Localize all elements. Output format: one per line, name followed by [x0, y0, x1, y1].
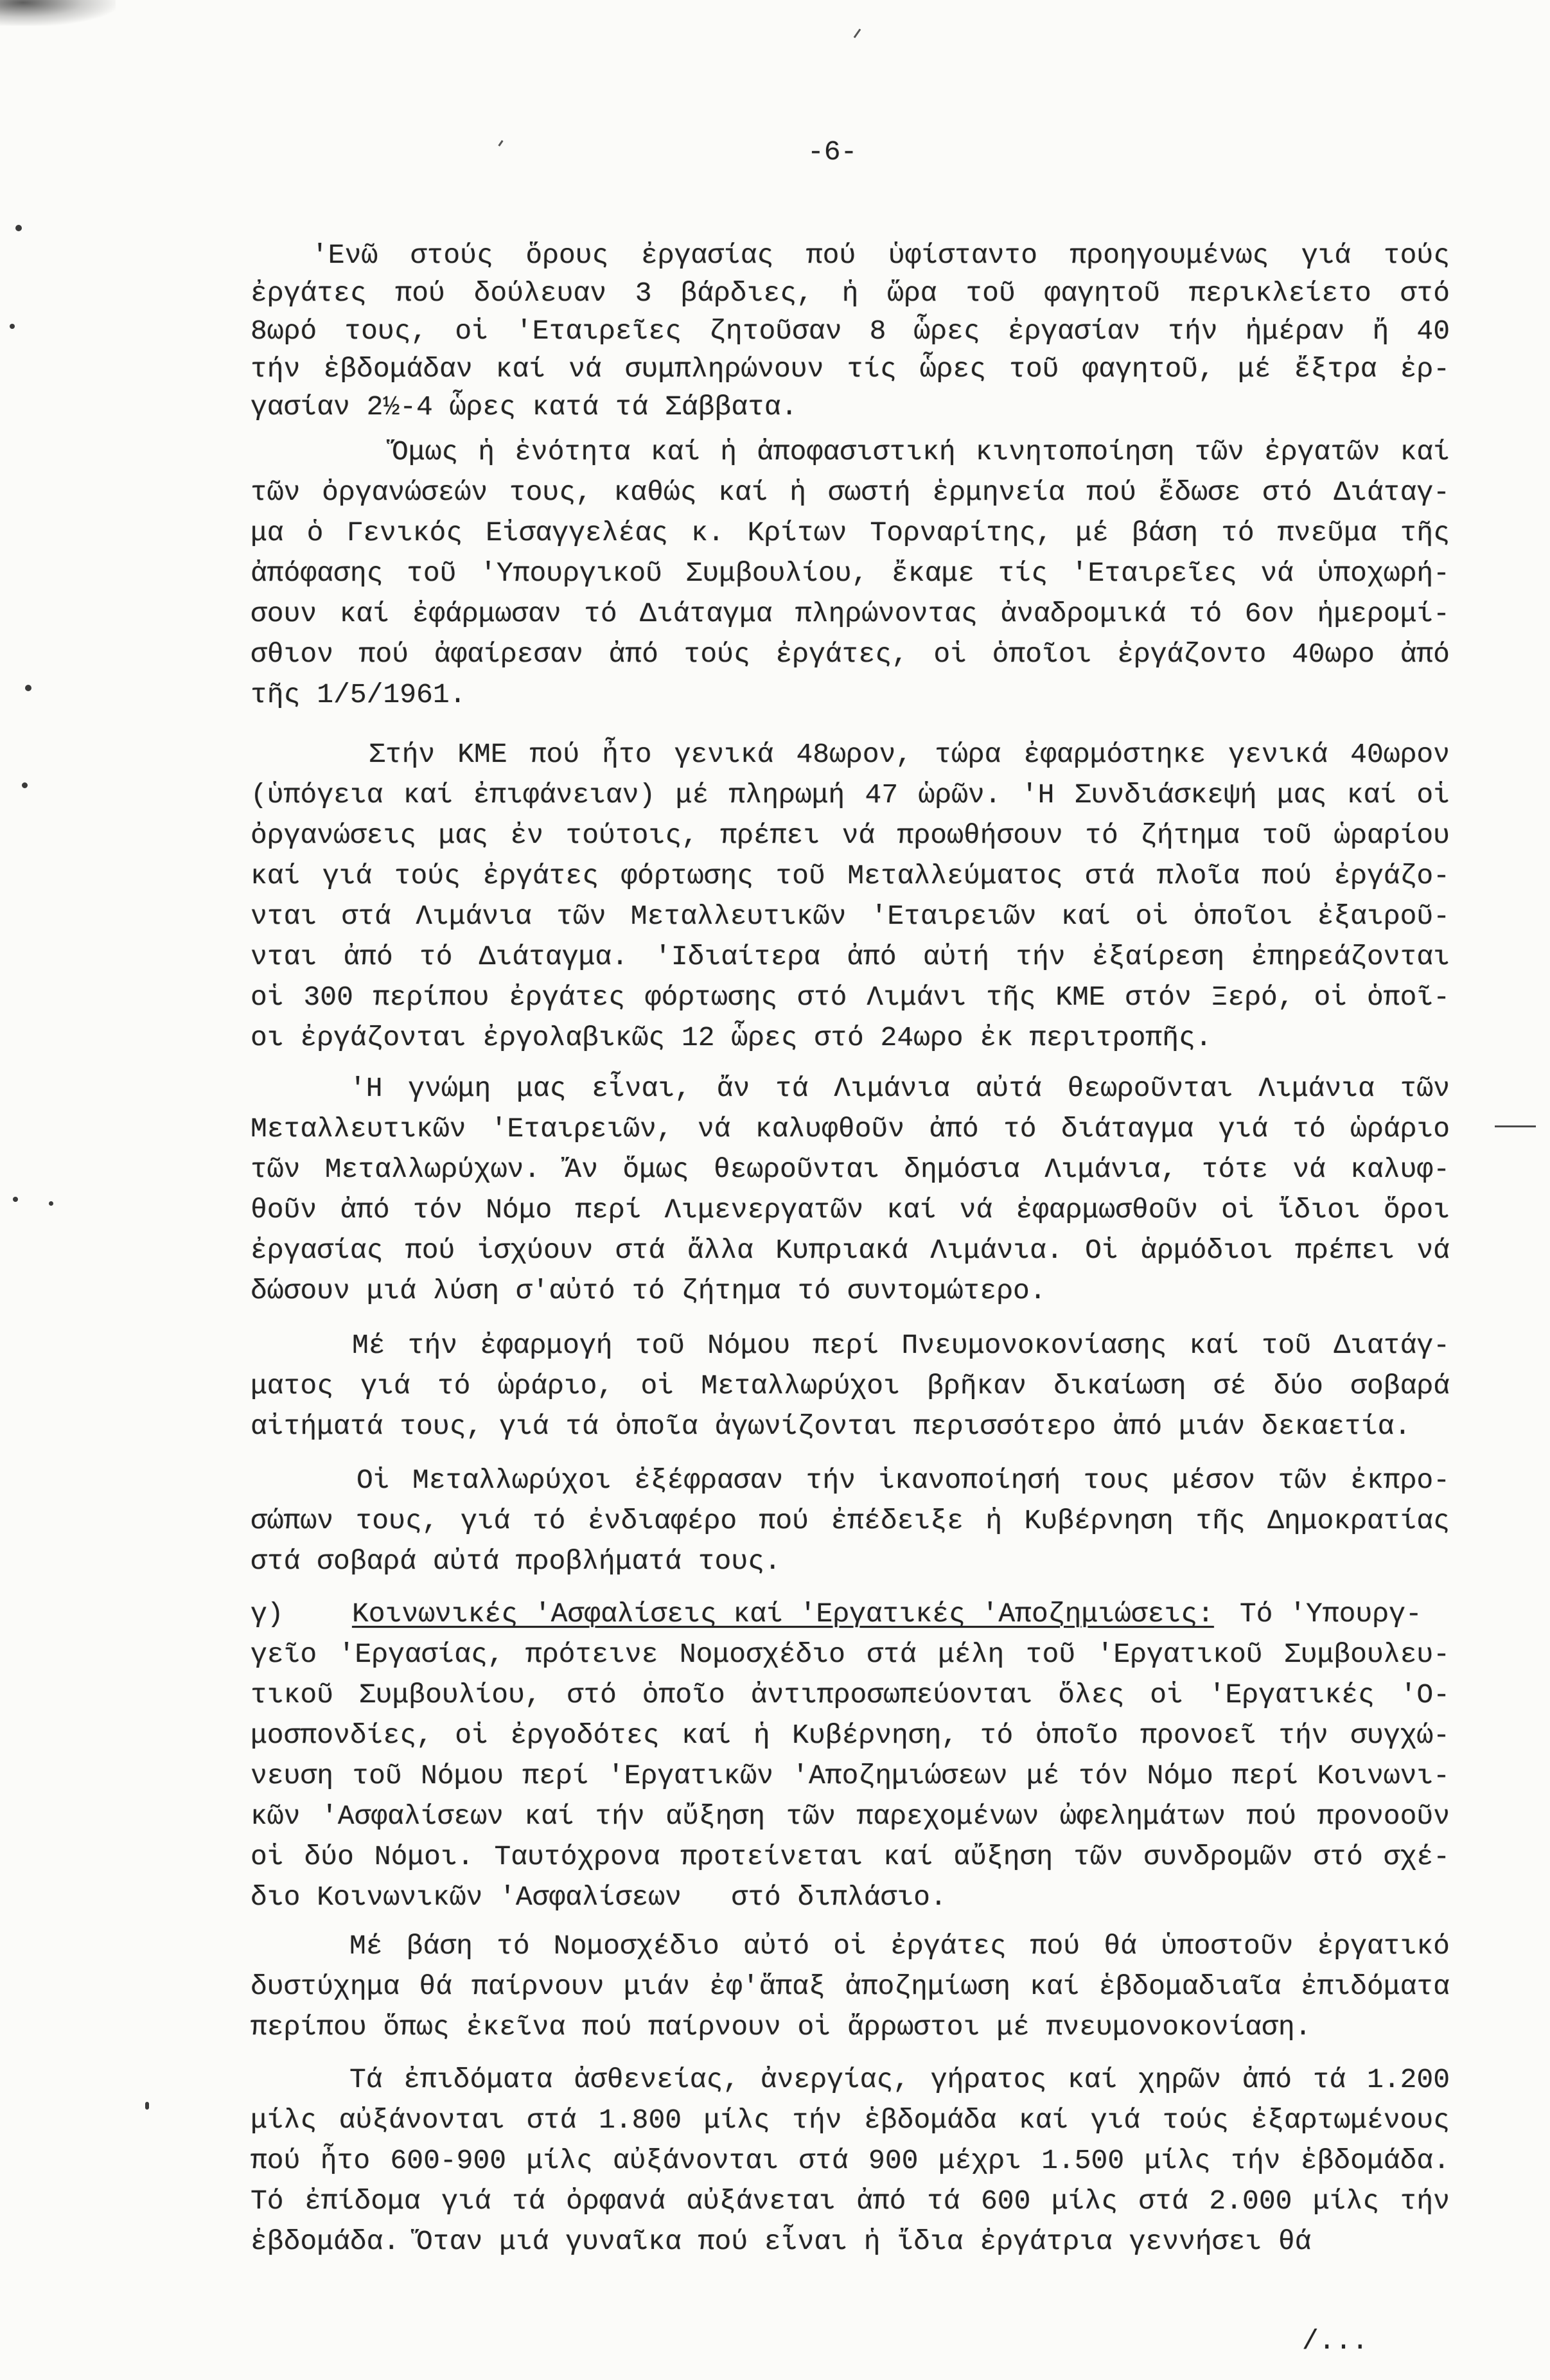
page-number: -6- [807, 136, 858, 168]
text-line: περίπου ὅπως ἐκεῖνα πού παίρνουν οἱ ἄρρωστοι μέ πνευμονοκονίαση. [251, 2011, 1312, 2043]
text-line: σώπων τους, γιά τό ἐνδιαφέρο πού ἐπέδειξε ἡ Κυβέρνηση τῆς Δημοκρατίας [251, 1505, 1450, 1537]
text-line: σουν καί ἐφάρμωσαν τό Διάταγμα πληρώνοντας ἀναδρομικά τό 6ον ἡμερομί- [251, 598, 1450, 630]
text-line: νευση τοῦ Νόμου περί 'Εργατικῶν 'Αποζημιώσεων μέ τόν Νόμο περί Κοινωνι- [251, 1760, 1450, 1792]
text-line: μα ὁ Γενικός Εἰσαγγελέας κ. Κρίτων Τορναρίτης, μέ βάση τό πνεῦμα τῆς [251, 517, 1450, 549]
text-line: Ὅμως ἡ ἑνότητα καί ἡ ἀποφασιστική κινητοποίηση τῶν ἐργατῶν καί [392, 436, 1450, 468]
section-heading: Κοινωνικές 'Ασφαλίσεις καί 'Εργατικές 'Αποζημιώσεις: [352, 1598, 1214, 1630]
text-line: τῆς 1/5/1961. [251, 679, 466, 710]
text-line: νται ἀπό τό Διάταγμα. 'Ιδιαίτερα ἀπό αὐτή τήν ἐξαίρεση ἐπηρεάζονται [251, 941, 1450, 973]
paragraph [251, 1460, 1450, 1582]
text-line: Τό ἐπίδομα γιά τά ὀρφανά αὐξάνεται ἀπό τά 600 μίλς στά 2.000 μίλς τήν [251, 2185, 1450, 2217]
paragraph [251, 236, 1450, 426]
text-line: κῶν 'Ασφαλίσεων καί τήν αὔξηση τῶν παρεχομένων ὠφελημάτων πού προνοοῦν [251, 1801, 1450, 1832]
scan-speck [22, 782, 28, 788]
paragraph [251, 1325, 1450, 1447]
text-line: ἐργάτες πού δούλευαν 3 βάρδιες, ἡ ὥρα τοῦ φαγητοῦ περικλείετο στό [251, 278, 1450, 309]
section-heading-line [251, 1594, 1450, 1634]
text-line: 8ωρό τους, οἱ 'Εταιρεῖες ζητοῦσαν 8 ὧρες ἐργασίαν τήν ἡμέραν ἤ 40 [251, 315, 1450, 347]
text-line: διο Κοινωνικῶν 'Ασφαλίσεων στό διπλάσιο. [251, 1882, 947, 1913]
scan-smudge [0, 0, 116, 26]
text-line: μοσπονδίες, οἱ ἐργοδότες καί ἡ Κυβέρνηση, τό ὁποῖο προνοεῖ τήν συγχώ- [251, 1720, 1450, 1751]
text-line: τῶν Μεταλλωρύχων. Ἄν ὅμως θεωροῦνται δημόσια Λιμάνια, τότε νά καλυφ- [251, 1154, 1450, 1185]
scan-speck [25, 685, 31, 691]
scan-speck [145, 2102, 149, 2110]
text-line: πού ἦτο 600-900 μίλς αὐξάνονται στά 900 μέχρι 1.500 μίλς τήν ἑβδομάδα. [251, 2145, 1450, 2176]
text-line: 'Η γνώμη μας εἶναι, ἄν τά Λιμάνια αὐτά θεωροῦνται Λιμάνια τῶν [349, 1073, 1450, 1104]
text-line: Μεταλλευτικῶν 'Εταιρειῶν, νά καλυφθοῦν ἀπό τό διάταγμα γιά τό ὡράριο [251, 1113, 1450, 1145]
text-line: ἑβδομάδα. Ὅταν μιά γυναῖκα πού εἶναι ἡ ἴδια ἐργάτρια γεννήσει θά [251, 2226, 1312, 2257]
text-line: καί γιά τούς ἐργάτες φόρτωσης τοῦ Μεταλλεύματος στά πλοῖα πού ἐργάζο- [251, 860, 1450, 892]
scan-speck [10, 324, 15, 329]
text-line: (ὑπόγεια καί ἐπιφάνειαν) μέ πληρωμή 47 ὡρῶν. 'Η Συνδιάσκεψή μας καί οἱ [251, 779, 1450, 811]
paragraph [251, 2059, 1450, 2262]
text-line: ματος γιά τό ὡράριο, οἱ Μεταλλωρύχοι βρῆκαν δικαίωση σέ δύο σοβαρά [251, 1370, 1450, 1402]
text-line: γασίαν 2½-4 ὧρες κατά τά Σάββατα. [251, 391, 798, 423]
text-line: Οἱ Μεταλλωρύχοι ἐξέφρασαν τήν ἱκανοποίησή τους μέσον τῶν ἐκπρο- [357, 1465, 1450, 1496]
scan-speck [15, 225, 22, 231]
text-line: ἐργασίας πού ἰσχύουν στά ἄλλα Κυπριακά Λιμάνια. Οἱ ἁρμόδιοι πρέπει νά [251, 1235, 1450, 1266]
section-c [251, 1594, 1450, 1917]
text-line: Μέ βάση τό Νομοσχέδιο αὐτό οἱ ἐργάτες πού θά ὑποστοῦν ἐργατικό [349, 1930, 1450, 1962]
text-line: μίλς αὐξάνονται στά 1.800 μίλς τήν ἑβδομάδα καί γιά τούς ἐξαρτωμένους [251, 2104, 1450, 2136]
continuation-mark: /... [1302, 2325, 1369, 2357]
scan-speck [49, 1201, 53, 1206]
text-line: θοῦν ἀπό τόν Νόμο περί Λιμενεργατῶν καί νά ἐφαρμωσθοῦν οἱ ἴδιοι ὅροι [251, 1194, 1450, 1226]
text-line: γεῖο 'Εργασίας, πρότεινε Νομοσχέδιο στά μέλη τοῦ 'Εργατικοῦ Συμβουλευ- [251, 1639, 1450, 1670]
text-line: δώσουν μιά λύση σ'αὐτό τό ζήτημα τό συντομώτερο. [251, 1275, 1046, 1307]
text-line: τήν ἑβδομάδαν καί νά συμπληρώνουν τίς ὧρες τοῦ φαγητοῦ, μέ ἔξτρα ἐρ- [251, 353, 1450, 385]
paragraph [251, 734, 1450, 1058]
text-line: τῶν ὀργανώσεών τους, καθώς καί ἡ σωστή ἑρμηνεία πού ἔδωσε στό Διάταγ- [251, 477, 1450, 508]
text-line: δυστύχημα θά παίρνουν μιάν ἐφ'ἅπαξ ἀποζημίωση καί ἑβδομαδιαῖα ἐπιδόματα [251, 1971, 1450, 2002]
scan-mark [854, 29, 861, 39]
text-line: τικοῦ Συμβουλίου, στό ὁποῖο ἀντιπροσωπεύονται ὅλες οἱ 'Εργατικές 'Ο- [251, 1679, 1450, 1711]
text-line: αἰτήματά τους, γιά τά ὁποῖα ἀγωνίζονται περισσότερο ἀπό μιάν δεκαετία. [251, 1411, 1411, 1442]
text-line: οι ἐργάζονται ἐργολαβικῶς 12 ὧρες στό 24ωρο ἐκ περιτροπῆς. [251, 1022, 1212, 1053]
text-line: Μέ τήν ἐφαρμογή τοῦ Νόμου περί Πνευμονοκονίασης καί τοῦ Διατάγ- [352, 1330, 1450, 1361]
text-line: Στήν ΚΜΕ πού ἦτο γενικά 48ωρον, τώρα ἐφαρμόστηκε γενικά 40ωρον [369, 739, 1450, 770]
text-line: οἱ δύο Νόμοι. Ταυτόχρονα προτείνεται καί αὔξηση τῶν συνδρομῶν στό σχέ- [251, 1841, 1450, 1873]
text-line: ὀργανώσεις μας ἐν τούτοις, πρέπει νά προωθήσουν τό ζήτημα τοῦ ὡραρίου [251, 820, 1450, 851]
text-line: στά σοβαρά αὐτά προβλήματά τους. [251, 1546, 781, 1577]
text-line: οἱ 300 περίπου ἐργάτες φόρτωσης στό Λιμάνι τῆς ΚΜΕ στόν Ξερό, οἱ ὁποῖ- [251, 982, 1450, 1013]
text-line: Τά ἐπιδόματα ἀσθενείας, ἀνεργίας, γήρατος καί χηρῶν ἀπό τά 1.200 [349, 2064, 1450, 2095]
section-label: γ) [251, 1598, 284, 1630]
paragraph [251, 432, 1450, 715]
scan-speck [13, 1197, 18, 1202]
paragraph [251, 1926, 1450, 2047]
scan-mark [498, 140, 503, 146]
paragraph [251, 1068, 1450, 1311]
section-body [251, 1634, 1450, 1917]
section-heading-continuation: Τό 'Υπουργ- [1239, 1598, 1422, 1630]
text-line: νται στά Λιμάνια τῶν Μεταλλευτικῶν 'Εταιρειῶν καί οἱ ὁποῖοι ἐξαιροῦ- [251, 901, 1450, 932]
margin-dash [1495, 1125, 1536, 1127]
text-line: 'Ενῶ στούς ὅρους ἐργασίας πού ὑφίσταντο προηγουμένως γιά τούς [312, 240, 1450, 271]
text-line: ἀπόφασης τοῦ 'Υπουργικοῦ Συμβουλίου, ἔκαμε τίς 'Εταιρεῖες νά ὑποχωρή- [251, 558, 1450, 589]
text-line: σθιον πού ἀφαίρεσαν ἀπό τούς ἐργάτες, οἱ ὁποῖοι ἐργάζοντο 40ωρο ἀπό [251, 639, 1450, 670]
